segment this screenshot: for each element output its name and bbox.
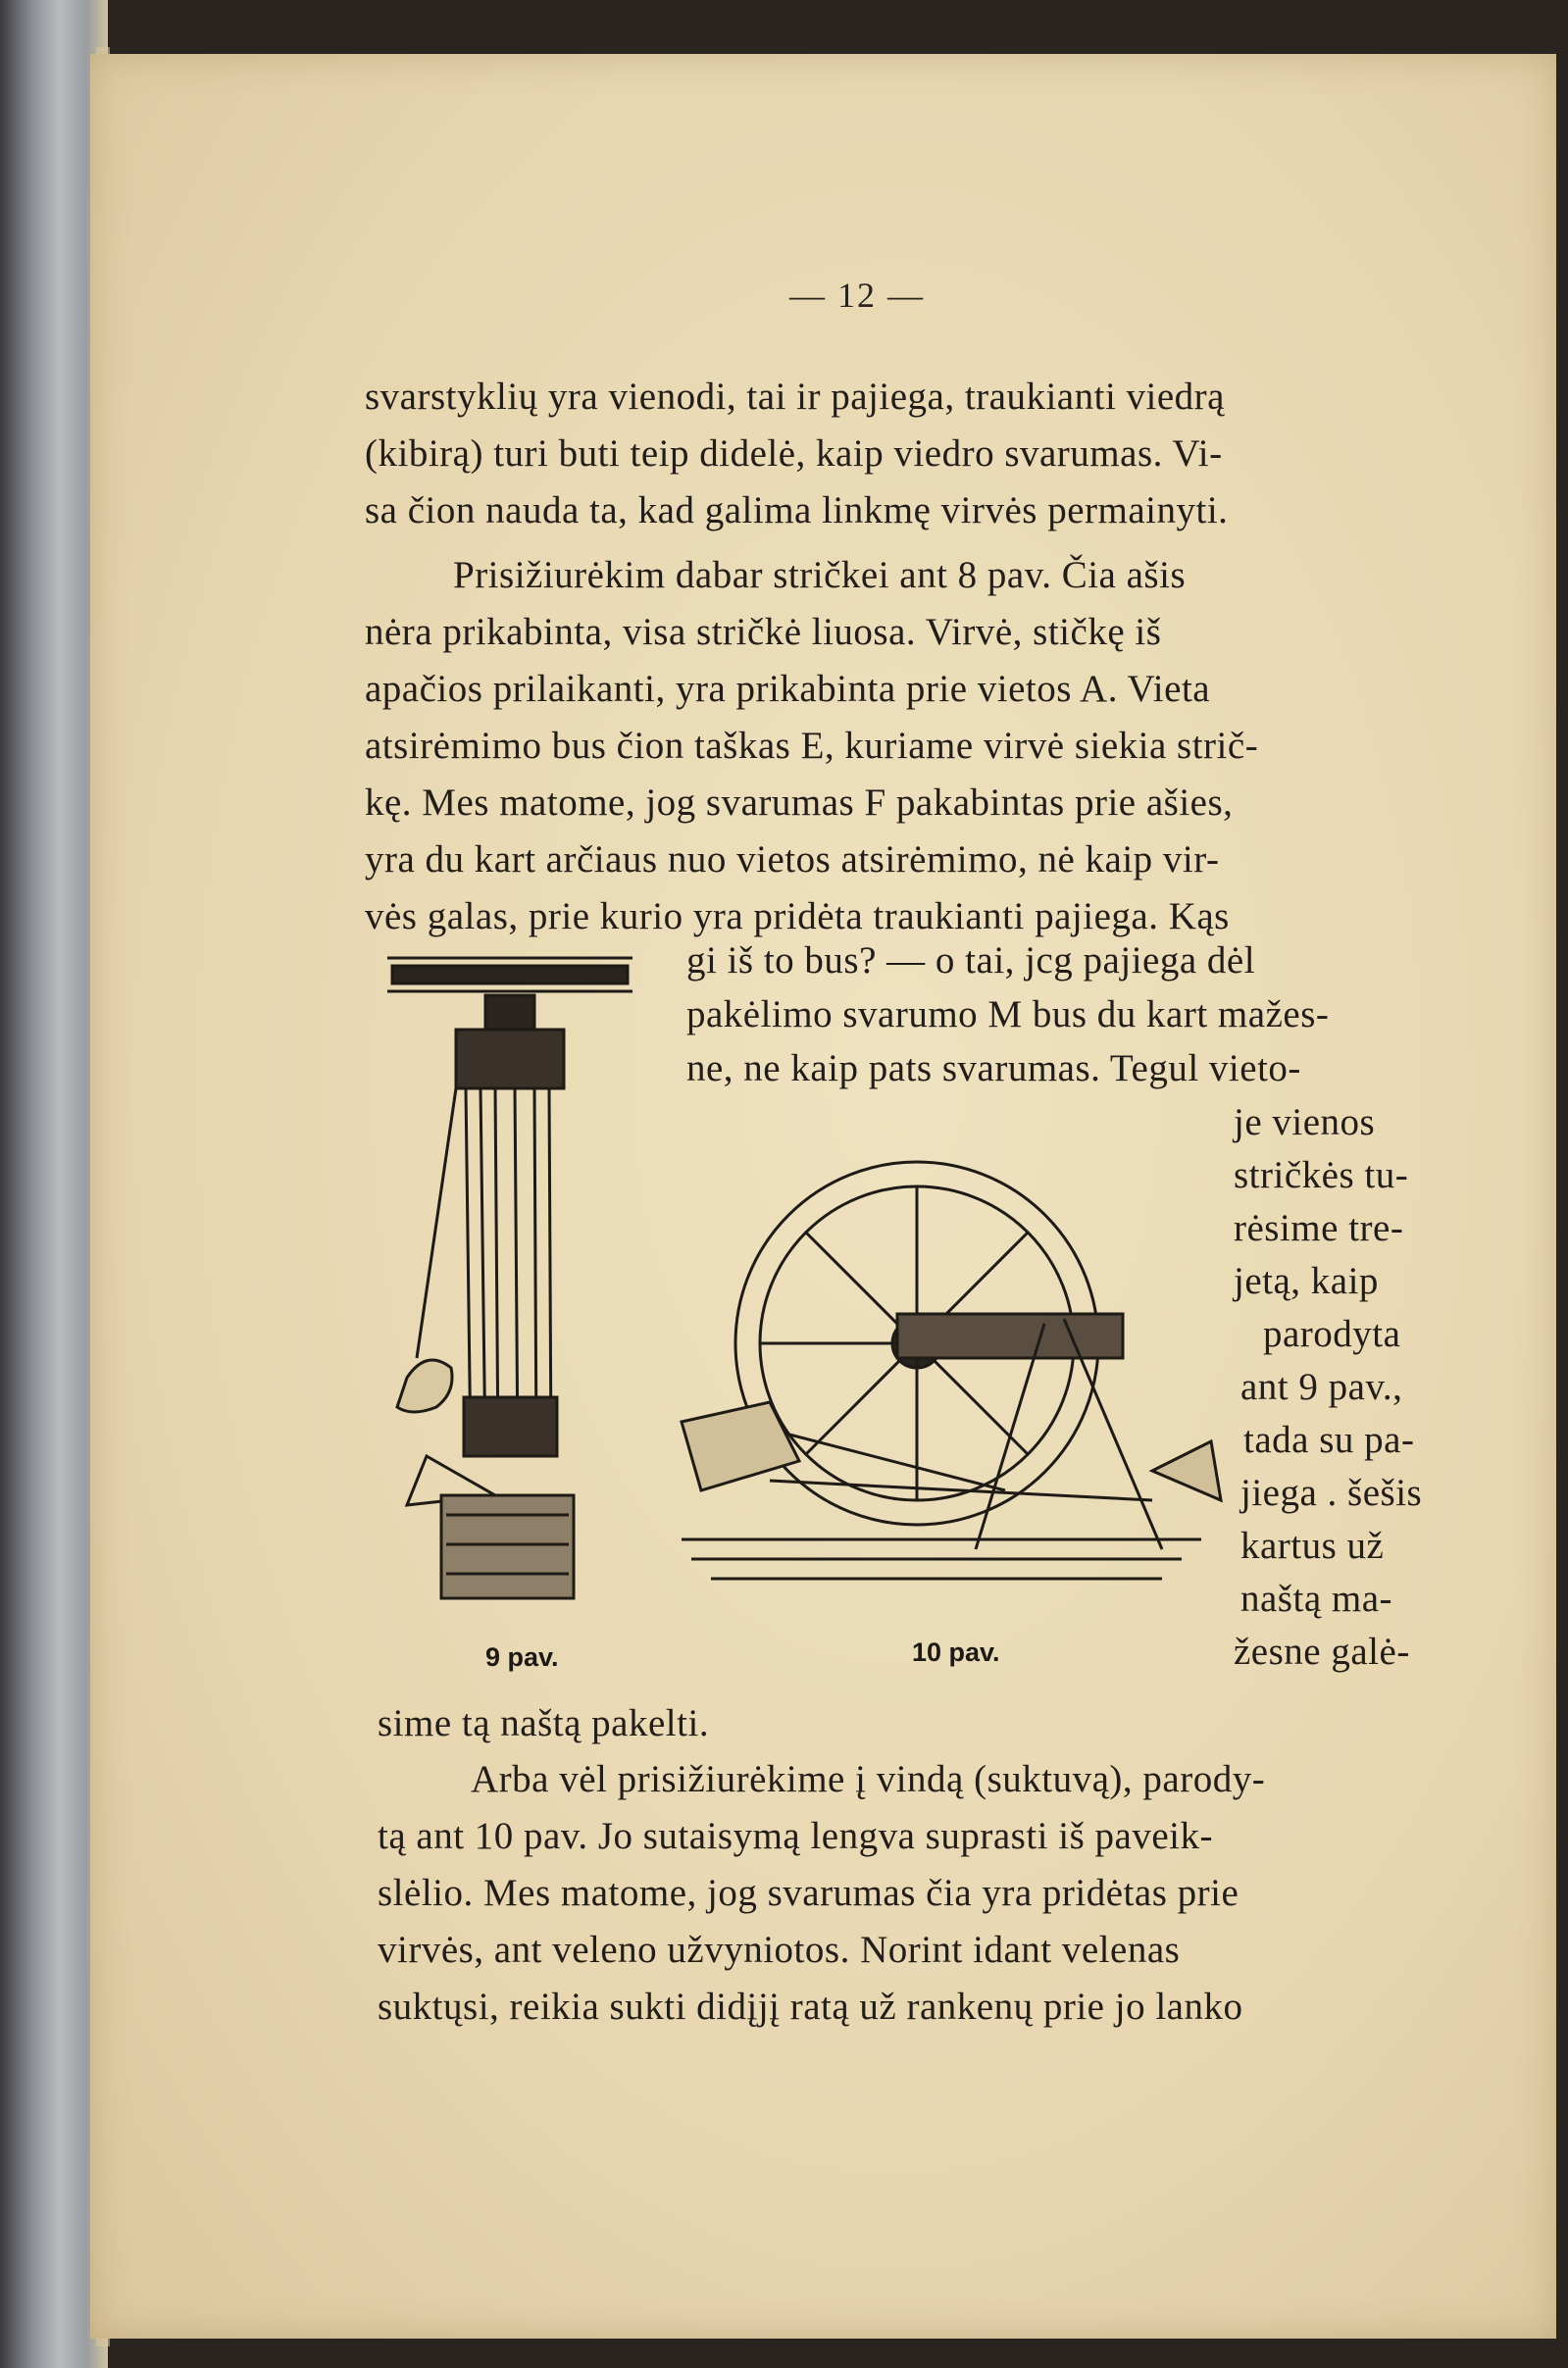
- text-line: sime tą naštą pakelti.: [378, 1702, 710, 1744]
- text-line: kę. Mes matome, jog svarumas F pakabintas prie ašies,: [365, 781, 1234, 824]
- figure-10-windlass-illustration: [652, 1128, 1231, 1618]
- page-number: — 12 —: [789, 276, 925, 315]
- text-line: stričkės tu-: [1234, 1154, 1409, 1196]
- text-line: gi iš to bus? — o tai, jcg pajiega dėl: [686, 939, 1256, 982]
- figure-10-caption: 10 pav.: [912, 1637, 1000, 1667]
- text-line: naštą ma-: [1240, 1578, 1393, 1620]
- text-line: pakėlimo svarumo M bus du kart mažes-: [686, 993, 1330, 1035]
- text-line: rėsime tre-: [1234, 1207, 1404, 1249]
- text-line: kartus už: [1240, 1525, 1385, 1567]
- text-line: je vienos: [1234, 1101, 1376, 1143]
- text-line: Prisižiurėkim dabar stričkei ant 8 pav. Čia ašis: [453, 554, 1187, 596]
- text-line: (kibirą) turi buti teip didelė, kaip viedro svarumas. Vi-: [365, 432, 1223, 475]
- text-line: svarstyklių yra vienodi, tai ir pajiega, traukianti viedrą: [365, 376, 1225, 418]
- figure-9-pulley-illustration: [387, 946, 642, 1633]
- text-line: virvės, ant veleno užvyniotos. Norint idant velenas: [378, 1929, 1181, 1971]
- text-line: yra du kart arčiaus nuo vietos atsirėmimo, nė kaip vir-: [365, 838, 1220, 881]
- text-line: atsirėmimo bus čion taškas E, kuriame virvė siekia strič-: [365, 725, 1259, 767]
- text-line: ne, ne kaip pats svarumas. Tegul vieto-: [686, 1047, 1301, 1089]
- text-line: jetą, kaip: [1234, 1260, 1379, 1302]
- text-line: vės galas, prie kurio yra pridėta traukianti pajiega. Kąs: [365, 895, 1230, 937]
- text-line: sa čion nauda ta, kad galima linkmę virvės permainyti.: [365, 489, 1229, 531]
- text-line: nėra prikabinta, visa stričkė liuosa. Virvė, stičkę iš: [365, 611, 1162, 653]
- text-line: jiega . šešis: [1240, 1472, 1423, 1514]
- text-line: ant 9 pav.,: [1240, 1366, 1403, 1408]
- figure-9-caption: 9 pav.: [485, 1642, 559, 1672]
- text-line: tą ant 10 pav. Jo sutaisymą lengva suprasti iš paveik-: [378, 1815, 1213, 1857]
- text-line: parodyta: [1263, 1313, 1401, 1355]
- text-line: slėlio. Mes matome, jog svarumas čia yra pridėtas prie: [378, 1872, 1239, 1914]
- text-line: suktųsi, reikia sukti didįjį ratą už rankenų prie jo lanko: [378, 1986, 1243, 2028]
- text-line: Arba vėl prisižiurėkime į vindą (suktuvą), parody-: [471, 1758, 1266, 1800]
- text-line: tada su pa-: [1243, 1419, 1415, 1461]
- text-line: žesne galė-: [1234, 1631, 1410, 1673]
- text-line: apačios prilaikanti, yra prikabinta prie vietos A. Vieta: [365, 668, 1211, 710]
